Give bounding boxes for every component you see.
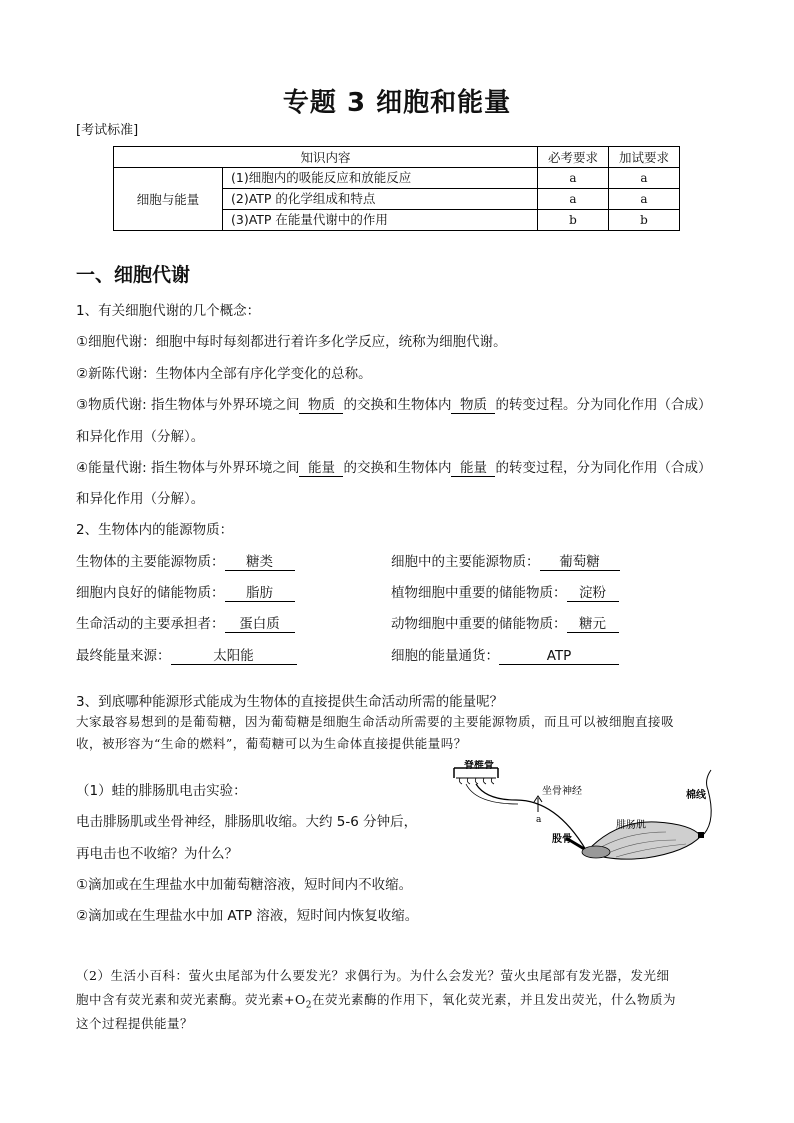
table-cell: a [609, 168, 680, 189]
table-cell: (1)细胞内的吸能反应和放能反应 [223, 168, 538, 189]
figure-label-muscle: 腓肠肌 [616, 820, 646, 831]
table-header: 加试要求 [609, 147, 680, 168]
energy-item: 细胞中的主要能源物质： 葡萄糖 [391, 550, 620, 571]
table-category: 细胞与能量 [114, 168, 223, 231]
experiment-2-text: 这个过程提供能量？ [76, 1016, 194, 1031]
frog-muscle-figure [446, 760, 726, 870]
question-3-note: 大家最容易想到的是葡萄糖，因为葡萄糖是细胞生命活动所需要的主要能源物质，而且可以被细胞直接吸 [76, 714, 675, 729]
energy-item: 最终能量来源： 太阳能 [76, 644, 297, 665]
table-cell: b [609, 210, 680, 231]
fill-blank: 葡萄糖 [540, 554, 620, 571]
question-3-note: 收，被形容为“生命的燃料”，葡萄糖可以为生命体直接提供能量吗？ [76, 736, 467, 751]
table-header: 必考要求 [538, 147, 609, 168]
experiment-1-text: ②滴加或在生理盐水中加 ATP 溶液，短时间内恢复收缩。 [76, 908, 419, 924]
figure-label-a: a [536, 815, 542, 825]
table-row [114, 168, 680, 189]
fill-blank: 淀粉 [567, 585, 619, 602]
figure-label-thread: 棉线 [686, 790, 706, 801]
fill-blank: 糖元 [567, 616, 619, 633]
concept-3-cont: 和异化作用（分解）。 [76, 429, 205, 445]
fill-blank: 糖类 [225, 554, 295, 571]
fill-blank: 物质 [451, 397, 495, 414]
concept-3: ③物质代谢: 指生物体与外界环境之间 物质 的交换和生物体内 物质 的转变过程。分为同化作用（合成） [76, 397, 712, 413]
table-header: 知识内容 [114, 147, 538, 168]
table-cell: (3)ATP 在能量代谢中的作用 [223, 210, 538, 231]
experiment-2-text: 胞中含有荧光素和荧光素酶。荧光素$+O_2$在荧光素酶的作用下，氧化荧光素，并且发出荧光，什么物质为 [76, 992, 676, 1011]
question-1: 1、有关细胞代谢的几个概念： [76, 303, 261, 319]
figure-label-femur: 股骨 [552, 834, 572, 845]
concept-4: ④能量代谢: 指生物体与外界环境之间 能量 的交换和生物体内 能量 的转变过程，分为同化作用（合成） [76, 460, 712, 476]
figure-label-spine: 脊椎骨 [464, 760, 494, 771]
table-cell: a [538, 168, 609, 189]
fill-blank: 太阳能 [171, 648, 297, 665]
experiment-1-title: （1）蛙的腓肠肌电击实验： [76, 783, 247, 799]
fill-blank: ATP [499, 648, 619, 665]
table-cell: b [538, 210, 609, 231]
experiment-1-text: ①滴加或在生理盐水中加葡萄糖溶液，短时间内不收缩。 [76, 877, 413, 893]
question-2: 2、生物体内的能源物质： [76, 522, 234, 538]
experiment-2-text: （2）生活小百科：萤火虫尾部为什么要发光？求偶行为。为什么会发光？萤火虫尾部有发光器，发光细 [76, 968, 670, 983]
fill-blank: 物质 [299, 397, 343, 414]
energy-item: 动物细胞中重要的储能物质： 糖元 [391, 612, 619, 633]
page-title: 专题 3 细胞和能量 [282, 88, 512, 118]
exam-standard-table [113, 146, 680, 231]
table-cell: (2)ATP 的化学组成和特点 [223, 189, 538, 210]
experiment-1-text: 再电击也不收缩？为什么？ [76, 846, 238, 862]
experiment-1-text: 电击腓肠肌或坐骨神经，腓肠肌收缩。大约 5-6 分钟后， [76, 814, 418, 830]
exam-standard-label: [考试标准] [76, 123, 139, 138]
question-3: 3、到底哪种能源形式能成为生物体的直接提供生命活动所需的能量呢？ [76, 694, 504, 710]
figure-label-nerve: 坐骨神经 [542, 786, 582, 797]
concept-1: ①细胞代谢：细胞中每时每刻都进行着许多化学反应，统称为细胞代谢。 [76, 334, 507, 350]
fill-blank: 蛋白质 [225, 616, 295, 633]
concept-4-cont: 和异化作用（分解）。 [76, 491, 205, 507]
concept-2: ②新陈代谢：生物体内全部有序化学变化的总称。 [76, 366, 372, 382]
energy-item: 细胞的能量通货： ATP [391, 644, 619, 665]
fill-blank: 能量 [299, 460, 343, 477]
energy-item: 植物细胞中重要的储能物质： 淀粉 [391, 581, 619, 602]
fill-blank: 能量 [451, 460, 495, 477]
energy-item: 生物体的主要能源物质： 糖类 [76, 550, 295, 571]
table-cell: a [538, 189, 609, 210]
table-cell: a [609, 189, 680, 210]
fill-blank: 脂肪 [225, 585, 295, 602]
table-header-row [114, 147, 680, 168]
section-heading: 一、细胞代谢 [76, 264, 191, 286]
energy-item: 生命活动的主要承担者： 蛋白质 [76, 612, 295, 633]
energy-item: 细胞内良好的储能物质： 脂肪 [76, 581, 295, 602]
